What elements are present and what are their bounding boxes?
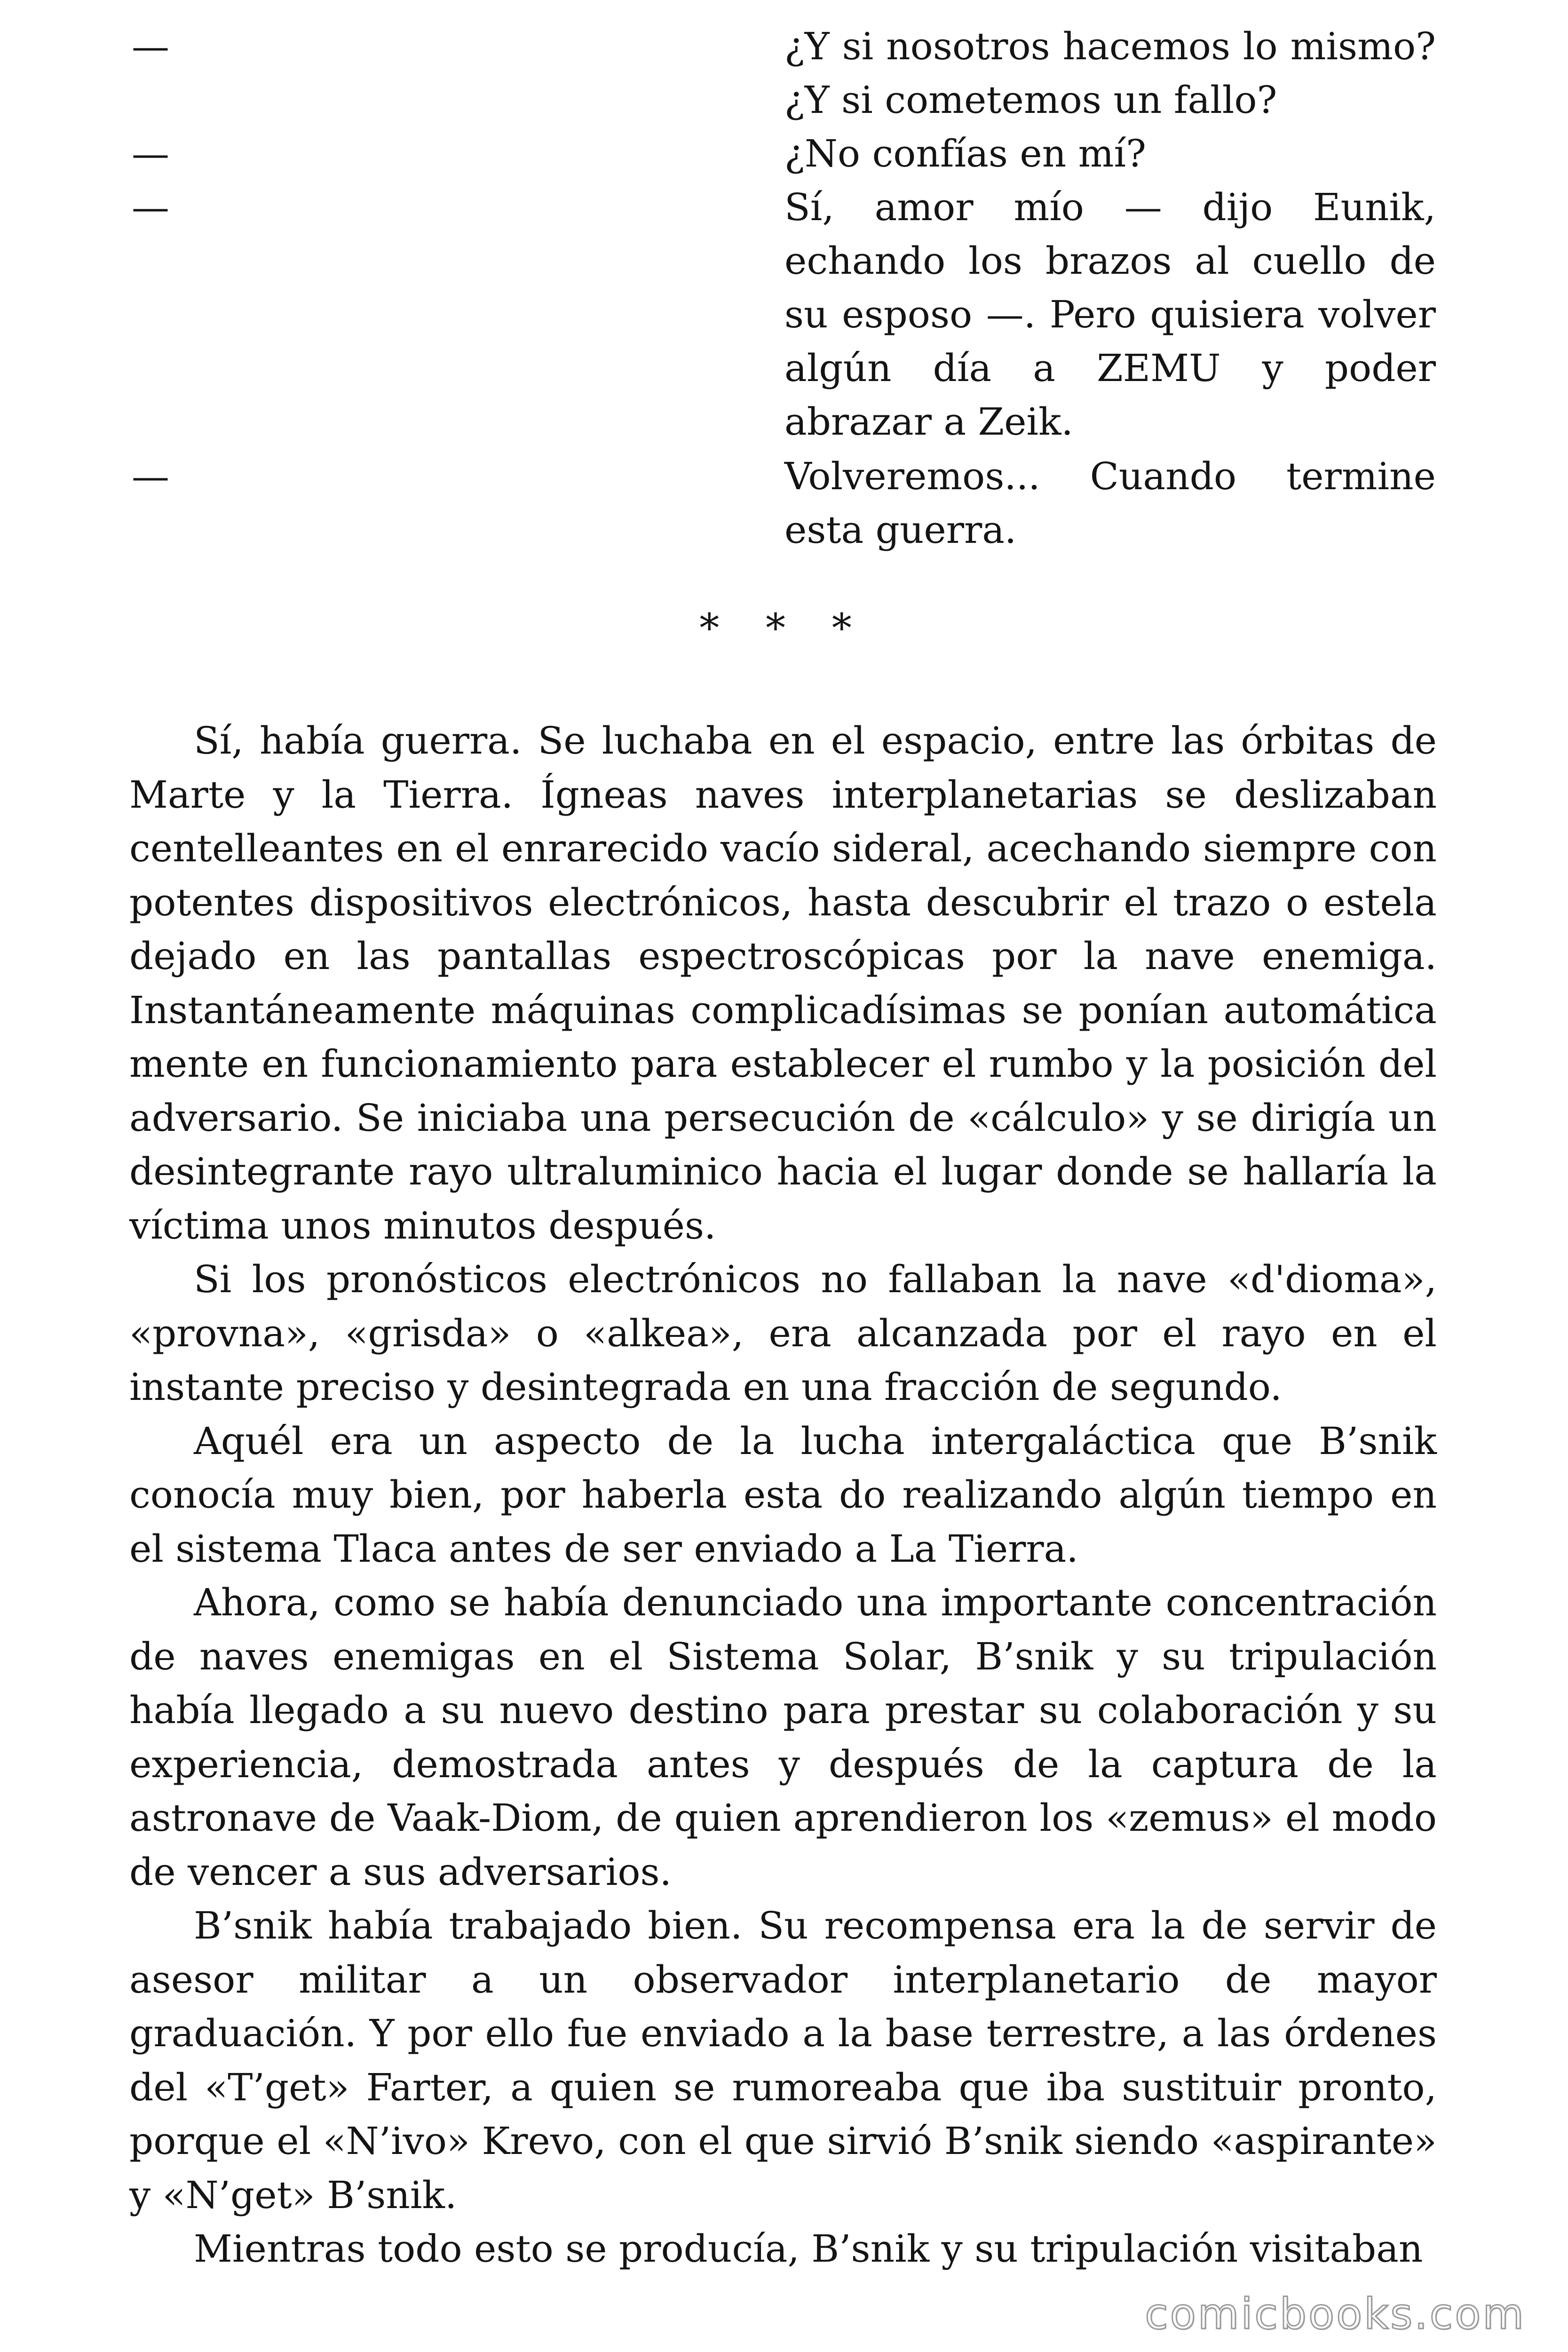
narrative-text <box>129 714 1437 2276</box>
dialogue-text: Volveremos... Cuando termine esta guerra. <box>784 454 1436 552</box>
paragraph: Ahora, como se había denunciado una importante concentración de naves enemigas en el Sistema Solar, B’snik y su tripulación había llegado a su nuevo destino para prestar su colaboración y su experiencia, demostrada antes y después de la captura de la astronave de Vaak-Diom, de quien aprendieron los «zemus» el modo de vencer a sus adversarios. <box>129 1581 1437 1894</box>
paragraph: Si los pronósticos electrónicos no fallaban la nave «d'dioma», «provna», «grisda» o «alkea», era alcanzada por el rayo en el instante preciso y desintegrada en una fracción de segundo. <box>129 1257 1437 1409</box>
section-separator: * * * <box>699 605 869 651</box>
dialogue-text: ¿No confías en mí? <box>784 132 1146 175</box>
dialogue-text: Sí, amor mío — dijo Eunik, echando los brazos al cuello de su esposo —. Pero quisiera volver algún día a ZEMU y poder abrazar a Zeik. <box>784 185 1436 444</box>
dialogue-dash: — <box>132 132 169 175</box>
dialogue-dash: — <box>132 185 169 229</box>
dialogue-dash: — <box>132 454 169 498</box>
paragraph: Aquél era un aspecto de la lucha intergaláctica que B’snik conocía muy bien, por haberla esta do realizando algún tiempo en el sistema Tlaca antes de ser enviado a La Tierra. <box>129 1419 1437 1571</box>
dialogue-text: ¿Y si nosotros hacemos lo mismo? ¿Y si cometemos un fallo? <box>784 24 1436 122</box>
dialogue-dash: — <box>132 24 169 68</box>
paragraph: Sí, había guerra. Se luchaba en el espacio, entre las órbitas de Marte y la Tierra. Ígneas naves interplanetarias se deslizaban centelleantes en el enrarecido vacío sideral, acechando siempre con potentes dispositivos electrónicos, hasta descubrir el trazo o estela dejado en las pantallas espectroscópicas por la nave enemiga. Instantáneamente máquinas complicadísimas se ponían automática mente en funcionamiento para establecer el rumbo y la posición del adversario. Se iniciaba una persecución de «cálculo» y se dirigía un desintegrante rayo ultraluminico hacia el lugar donde se hallaría la víctima unos minutos después. <box>129 719 1437 1248</box>
watermark: comicbooks.com <box>1145 2289 1526 2339</box>
paragraph: Mientras todo esto se producía, B’snik y su tripulación visitaban <box>194 2227 1423 2271</box>
paragraph: B’snik había trabajado bien. Su recompensa era la de servir de asesor militar a un observador interplanetario de mayor graduación. Y por ello fue enviado a la base terrestre, a las órdenes del «T’get» Farter, a quien se rumoreaba que iba sustituir pronto, porque el «N’ivo» Krevo, con el que sirvió B’snik siendo «aspirante» y «N’get» B’snik. <box>129 1904 1437 2217</box>
